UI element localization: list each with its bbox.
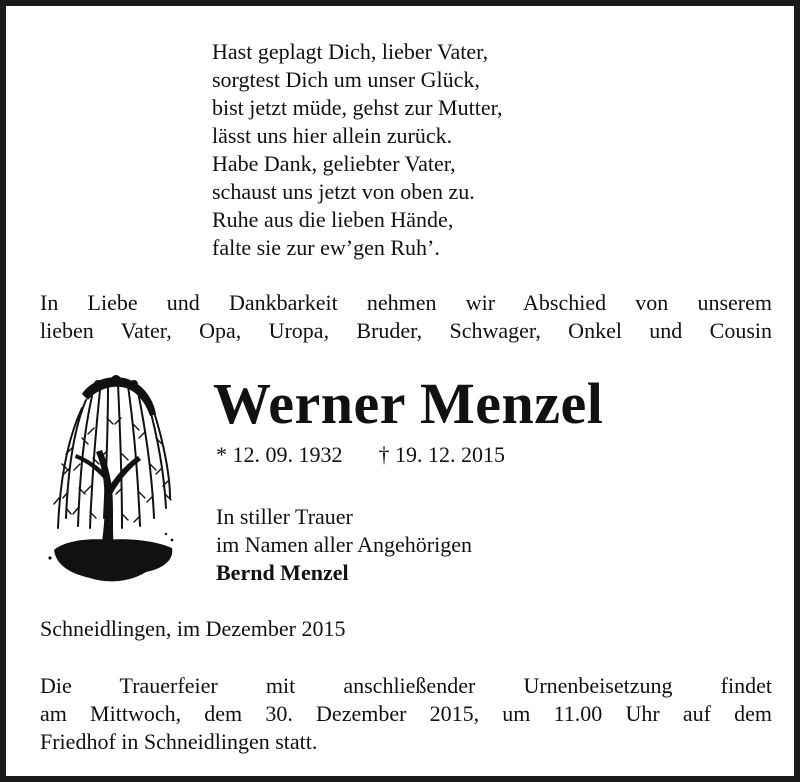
signer-name: Bernd Menzel (216, 560, 349, 585)
birth-date: * 12. 09. 1932 (216, 442, 343, 467)
poem-line: Hast geplagt Dich, lieber Vater, (212, 39, 489, 64)
funeral-info (40, 672, 772, 756)
intro-line: lieben Vater, Opa, Uropa, Bruder, Schwager, Onkel und Cousin (40, 318, 772, 343)
poem-line: bist jetzt müde, gehst zur Mutter, (212, 95, 503, 120)
poem-line: lässt uns hier allein zurück. (212, 123, 453, 148)
funeral-line: Friedhof in Schneidlingen statt. (40, 729, 318, 754)
poem-line: schaust uns jetzt von oben zu. (212, 179, 475, 204)
poem (212, 38, 503, 262)
poem-line: Habe Dank, geliebter Vater, (212, 151, 456, 176)
funeral-line: am Mittwoch, dem 30. Dezember 2015, um 11.00 Uhr auf dem (40, 701, 772, 726)
poem-line: sorgtest Dich um unser Glück, (212, 67, 480, 92)
life-dates (216, 441, 505, 469)
intro-line: In Liebe und Dankbarkeit nehmen wir Abschied von unserem (40, 290, 772, 315)
weeping-willow-icon (46, 368, 176, 590)
death-date: † 19. 12. 2015 (378, 442, 505, 467)
poem-line: Ruhe aus die lieben Hände, (212, 207, 454, 232)
farewell-intro (40, 289, 772, 345)
place-and-date: Schneidlingen, im Dezember 2015 (40, 616, 346, 641)
mourners-block (216, 503, 472, 587)
relatives-line: im Namen aller Angehörigen (216, 532, 472, 557)
deceased-name: Werner Menzel (213, 371, 604, 436)
mourning-line: In stiller Trauer (216, 504, 353, 529)
poem-line: falte sie zur ew’gen Ruh’. (212, 235, 440, 260)
funeral-line: Die Trauerfeier mit anschließender Urnenbeisetzung findet (40, 673, 772, 698)
